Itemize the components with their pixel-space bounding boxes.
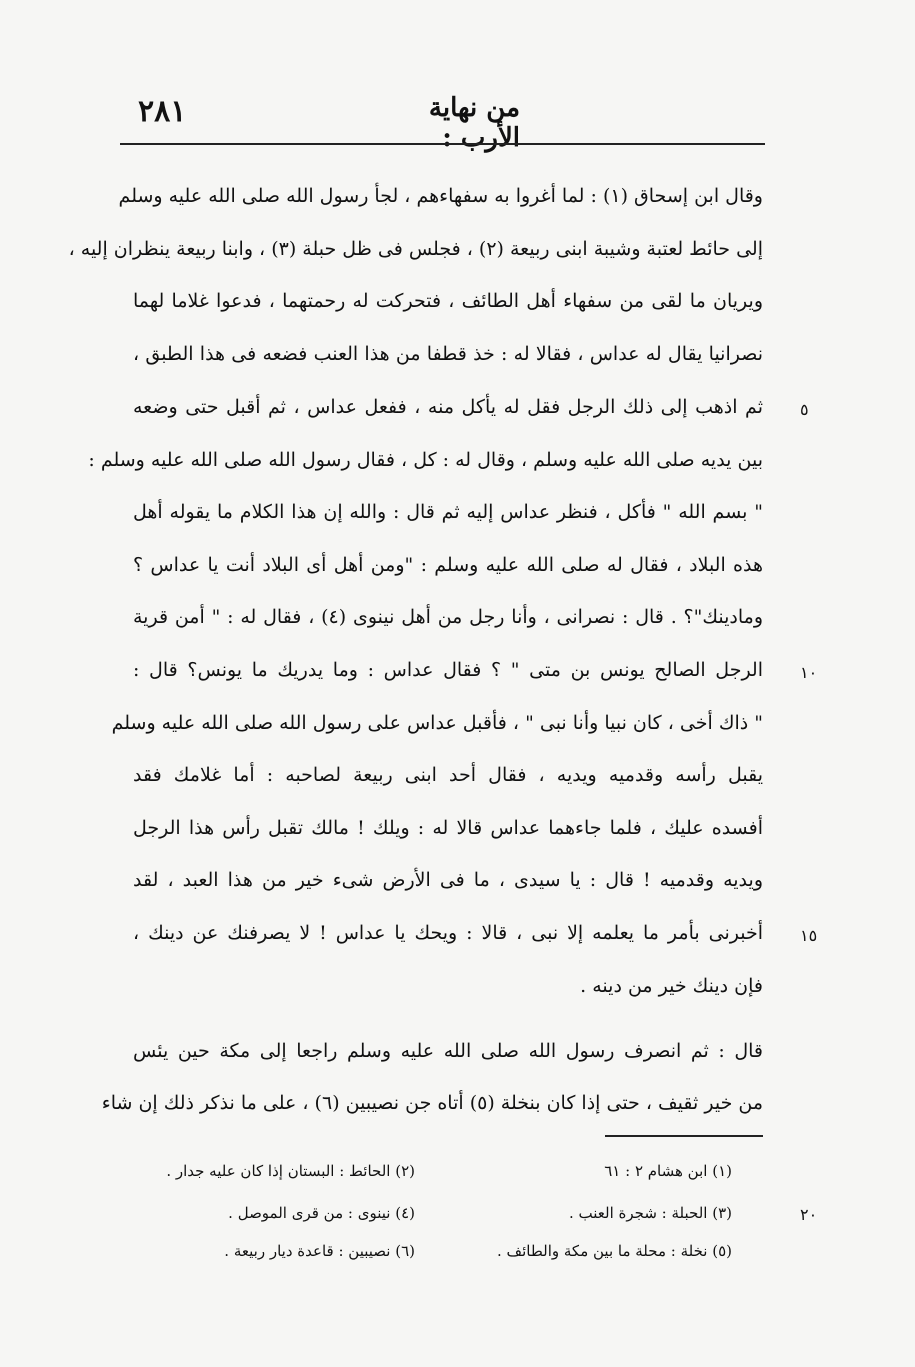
body-line: " بسم الله " فأكل ، فنظر عداس إليه ثم قال : والله إن هذا الكلام ما يقوله أهل: [133, 501, 763, 523]
body-line: من خير ثقيف ، حتى إذا كان بنخلة (٥) أتاه جن نصيبين (٦) ، على ما نذكر ذلك إن شاء: [101, 1092, 763, 1114]
body-line: ثم اذهب إلى ذلك الرجل فقل له يأكل منه ، ففعل عداس ، ثم أقبل حتى وضعه: [133, 396, 763, 418]
body-line: نصرانيا يقال له عداس ، فقالا له : خذ قطفا من هذا العنب فضعه فى هذا الطبق ،: [133, 343, 763, 365]
body-line: أخبرنى بأمر ما يعلمه إلا نبى ، قالا : ويحك يا عداس ! لا يصرفنك عن دينك ،: [133, 922, 763, 944]
body-line: وقال ابن إسحاق (١) : لما أغروا به سفهاءهم ، لجأ رسول الله صلى الله عليه وسلم: [118, 185, 763, 207]
body-line: الرجل الصالح يونس بن متى " ؟ فقال عداس : وما يدريك ما يونس؟ قال :: [133, 659, 763, 681]
line-number: ٢٠: [800, 1205, 818, 1224]
footnote: (١) ابن هشام ٢ : ٦١: [604, 1162, 732, 1180]
body-line: ومادينك"؟ . قال : نصرانى ، وأنا رجل من أهل نينوى (٤) ، فقال له : " أمن قرية: [133, 606, 763, 628]
body-line: قال : ثم انصرف رسول الله صلى الله عليه وسلم راجعا إلى مكة حين يئس: [133, 1040, 763, 1062]
footnote: (٤) نينوى : من قرى الموصل .: [228, 1204, 415, 1222]
footnote: (٦) نصيبين : قاعدة ديار ربيعة .: [224, 1242, 415, 1260]
body-line: بين يديه صلى الله عليه وسلم ، وقال له : كل ، فقال رسول الله صلى الله عليه وسلم :: [88, 449, 763, 471]
running-title: من نهاية الأرب :: [428, 93, 520, 153]
body-line: هذه البلاد ، فقال له صلى الله عليه وسلم : "ومن أهل أى البلاد أنت يا عداس ؟: [133, 554, 763, 576]
footnote: (٥) نخلة : محلة ما بين مكة والطائف .: [497, 1242, 732, 1260]
body-line: ويديه وقدميه ! قال : يا سيدى ، ما فى الأرض شىء خير من هذا العبد ، لقد: [133, 869, 763, 891]
body-line: " ذاك أخى ، كان نبيا وأنا نبى " ، فأقبل عداس على رسول الله صلى الله عليه وسلم: [111, 712, 763, 734]
body-line: يقبل رأسه وقدميه ويديه ، فقال أحد ابنى ربيعة لصاحبه : أما غلامك فقد: [133, 764, 763, 786]
footnote-rule: [605, 1135, 763, 1137]
body-line: أفسده عليك ، فلما جاءهما عداس قالا له : ويلك ! مالك تقبل رأس هذا الرجل: [133, 817, 763, 839]
body-line: ويريان ما لقى من سفهاء أهل الطائف ، فتحركت له رحمتهما ، فدعوا غلاما لهما: [133, 290, 763, 312]
line-number: ١٠: [800, 663, 818, 682]
footnote: (٢) الحائط : البستان إذا كان عليه جدار .: [166, 1162, 415, 1180]
line-number: ١٥: [800, 926, 818, 945]
header-rule: [120, 143, 765, 145]
line-number: ٥: [800, 400, 809, 419]
body-line: فإن دينك خير من دينه .: [580, 975, 763, 997]
body-line: إلى حائط لعتبة وشيبة ابنى ربيعة (٢) ، فجلس فى ظل حبلة (٣) ، وابنا ربيعة ينظران إليه ،: [68, 238, 763, 260]
page-number: ٢٨١: [138, 94, 187, 129]
footnote: (٣) الحبلة : شجرة العنب .: [568, 1204, 732, 1222]
